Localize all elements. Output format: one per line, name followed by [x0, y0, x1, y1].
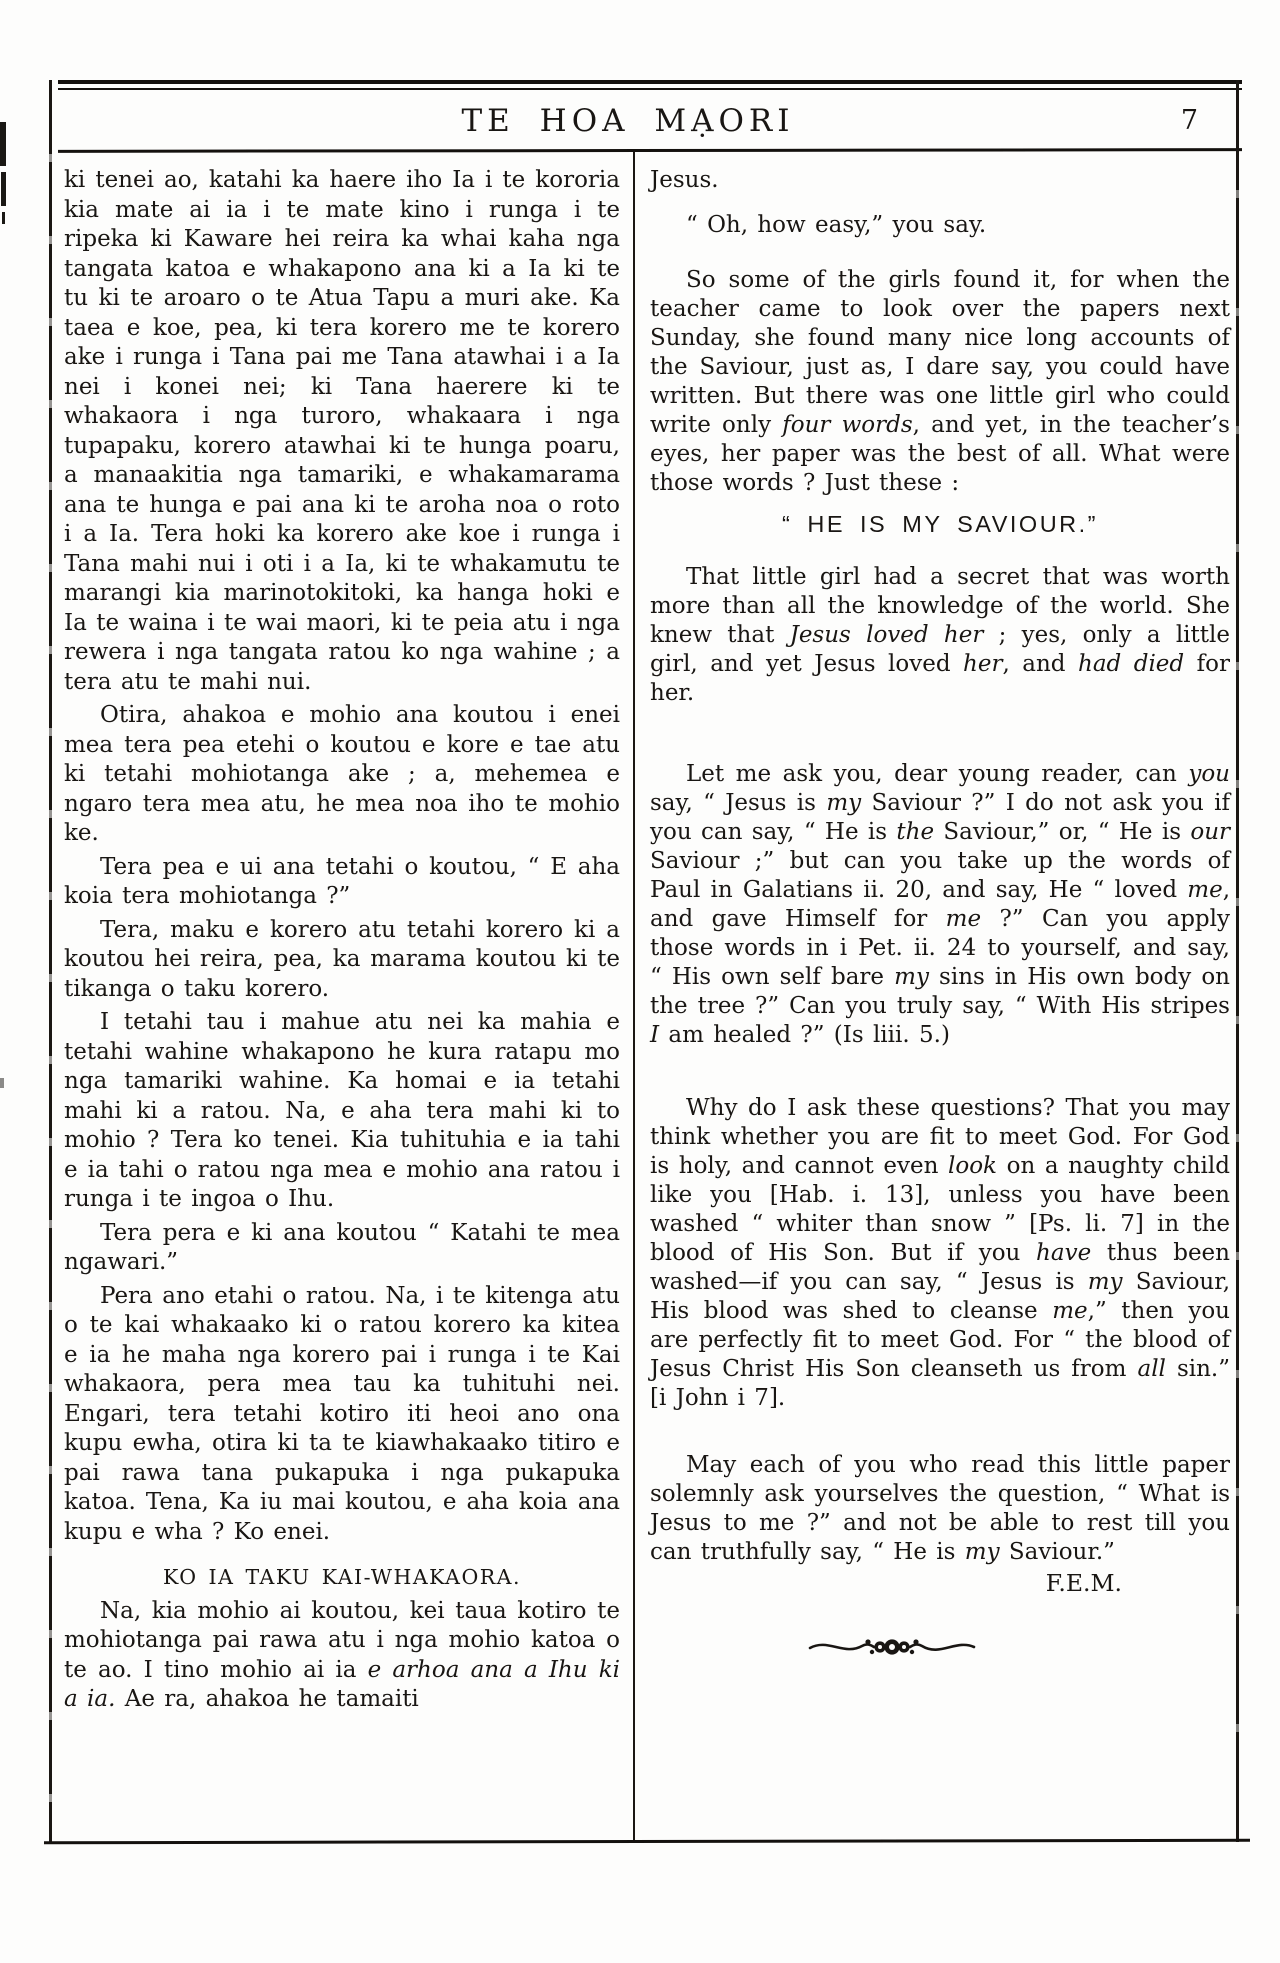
top-double-rule — [58, 80, 1242, 90]
paragraph: Jesus. — [650, 167, 719, 193]
paragraph: Tera pera e ki ana koutou “ Katahi te mea ngawari.” — [64, 1219, 620, 1275]
paragraph: ki tenei ao, katahi ka haere iho Ia i te kororia kia mate ai ia i te mate kino i runga i te ripeka ki Kaware hei reira ka whai kaha nga tangata katoa e whakapono ana ki a Ia ki te tu ki te aroaro o te Atua Tapu a muri ake. Ka taea e koe, pea, ki tera korero me te korero ake i runga i Tana pai me Tana atawhai i a Ia nei i konei nei; ki Tana haerere ki te whakaora i nga turoro, whakaara i nga tupapaku, korero atawhai ki te hunga poaru, a manaakitia nga tamariki, e whakamarama ana te hunga e pai ana ki te aroha noa o roto i a Ia. Tera hoki ka korero ake koe i runga i Tana mahi nui i oti i a Ia, ki te whakamutu te marangi kia marinotokitoki, ka hanga hoki e Ia te waina i te wai maori, ki te peia atu i nga rewera i nga tangata ratou ko nga wahine ; a tera atu te mahi nui. — [64, 167, 620, 695]
paragraph: That little girl had a secret that was worth more than all the knowledge of the world. She knew that Jesus loved her ; yes, only a little girl, and yet Jesus loved her, and had died for her. — [650, 564, 1230, 706]
section-heading: KO IA TAKU KAI-WHAKAORA. — [162, 1565, 522, 1589]
flourish-ornament — [602, 1632, 1182, 1670]
left-column-maori-text — [64, 166, 620, 1719]
right-column-english-text — [650, 166, 1230, 1670]
left-page-border — [49, 80, 52, 1842]
paragraph: Tera pea e ui ana tetahi o koutou, “ E aha koia tera mohiotanga ?” — [64, 853, 620, 909]
paragraph: Let me ask you, dear young reader, can you say, “ Jesus is my Saviour ?” I do not ask you if you can say, “ He is the Saviour,” or, “ He is our Saviour ;” but can you take up the words of Paul in Galatians ii. 20, and say, He “ loved me, and gave Himself for me ?” Can you apply those words in i Pet. ii. 24 to yourself, and say, “ His own self bare my sins in His own body on the tree ?” Can you truly say, “ With His stripes I am healed ?” (Is liii. 5.) — [650, 761, 1230, 1048]
paragraph: So some of the girls found it, for when the teacher came to look over the papers next Sunday, she found many nice long accounts of the Saviour, just as, I dare say, you could have written. But there was one little girl who could write only four words, and yet, in the teacher’s eyes, her paper was the best of all. What were those words ? Just these : — [650, 267, 1230, 496]
paragraph: May each of you who read this little paper solemnly ask yourselves the question, “ What is Jesus to me ?” and not be able to rest till you can truthfully say, “ He is my Saviour.” — [650, 1452, 1230, 1565]
paragraph: Tera, maku e korero atu tetahi korero ki a koutou hei reira, pea, ka marama koutou ki te tikanga o taku korero. — [64, 916, 620, 1002]
paragraph: Otira, ahakoa e mohio ana koutou i enei mea tera pea etehi o koutou e kore e tae atu ki tetahi mohiotanga ake ; a, mehemea e ngaro tera mea atu, he mea noa iho te mohio ke. — [64, 702, 620, 846]
page-title: TE HOA MẠORI — [461, 103, 795, 139]
paragraph: I tetahi tau i mahue atu nei ka mahia e tetahi wahine whakapono he kura ratapu mo nga tamariki wahine. Ka homai e ia tetahi mahi ki a ratou. Na, e aha tera mahi ki to mohio ? Tera ko tenei. Kia tuhituhia e ia tahi e ia tahi o ratou nga mea e mohio ana ratou i runga i te ingoa o Ihu. — [64, 1009, 620, 1212]
motto-line: “ HE IS MY SAVIOUR.” — [782, 511, 1098, 537]
paragraph: “ Oh, how easy,” you say. — [686, 212, 987, 238]
paragraph: Pera ano etahi o ratou. Na, i te kitenga atu o te kai whakaako ki o ratou korero ka kitea e ia he maha nga korero pai i runga i te Kai whakaora, pera mea tau ka tuhituhi nei. Engari, tera tetahi kotiro iti heoi ano ona kupu ewha, otira ki ta te kiawhakaako titiro e pai rawa tana pukapuka i nga pukapuka katoa. Tena, Ka iu mai koutou, e aha koia ana kupu e wha ? Ko enei. — [64, 1282, 620, 1545]
column-divider-rule — [633, 152, 635, 1840]
masthead — [58, 94, 1242, 148]
masthead-rule — [58, 148, 1242, 153]
scan-edge-mark — [1, 172, 6, 206]
paragraph: Na, kia mohio ai koutou, kei taua kotiro te mohiotanga pai rawa atu i nga mohio katoa o te ao. I tino mohio ai ia e arhoa ana a Ihu ki a ia. Ae ra, ahakoa he tamaiti — [64, 1597, 621, 1712]
flourish-ornament-graphic — [806, 1632, 978, 1662]
scan-edge-mark — [0, 1078, 4, 1088]
page-number: 7 — [1180, 105, 1198, 136]
paragraph: Why do I ask these questions? That you may think whether you are fit to meet God. For God is holy, and cannot even look on a naughty child like you [Hab. i. 13], unless you have been washed “ whiter than snow ” [Ps. li. 7] in the blood of His Son. But if you have thus been washed—if you can say, “ Jesus is my Saviour, His blood was shed to cleanse me,” then you are perfectly fit to meet God. For “ the blood of Jesus Christ His Son cleanseth us from all sin.” [i John i 7]. — [650, 1095, 1231, 1411]
scan-edge-mark — [2, 212, 5, 224]
author-initials: F.E.M. — [1045, 1569, 1122, 1597]
scan-edge-mark — [0, 122, 6, 166]
right-page-border — [1236, 80, 1239, 1842]
bottom-rule — [44, 1839, 1250, 1845]
